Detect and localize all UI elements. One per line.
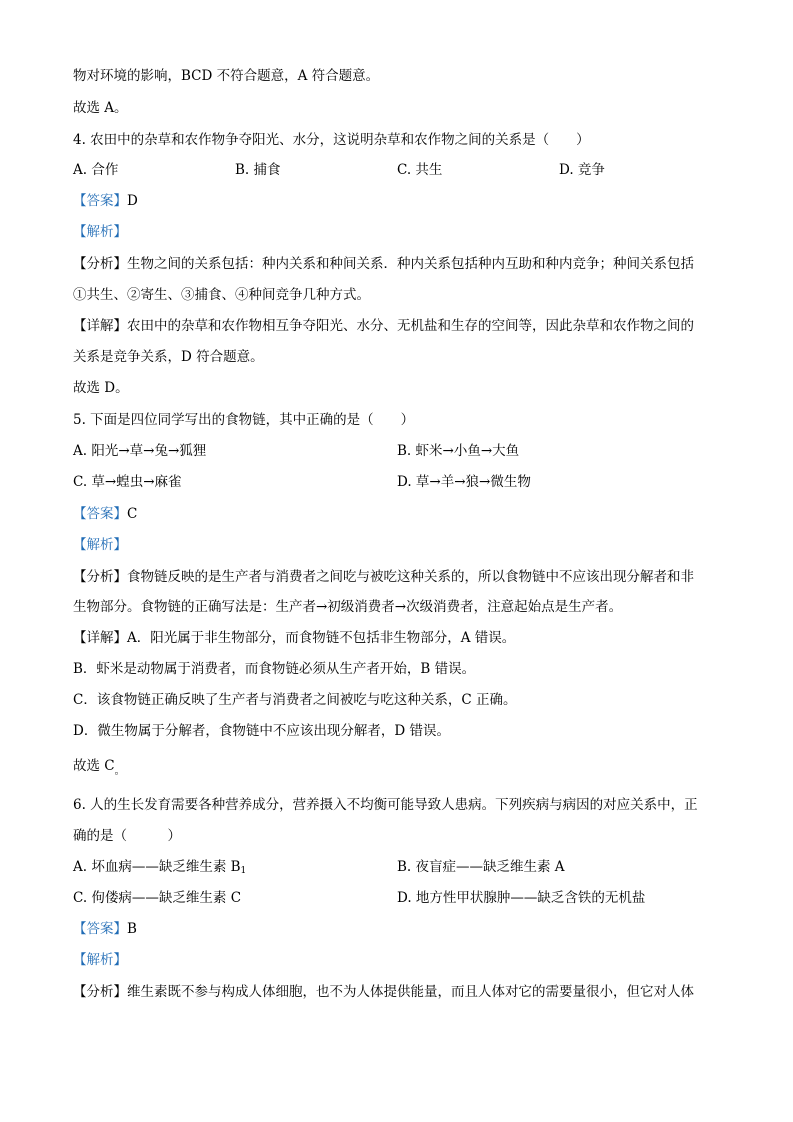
q5-analysis-tag: 【解析】 — [73, 537, 127, 553]
q4-stem: 4. 农田中的杂草和农作物争夺阳光、水分，这说明杂草和农作物之间的关系是（ ） — [73, 132, 590, 148]
intro-line-1: 物对环境的影响，BCD 不符合题意，A 符合题意。 — [73, 68, 380, 84]
q5-fenxi-line-1 — [73, 567, 694, 587]
q5-stem: 5. 下面是四位同学写出的食物链，其中正确的是（ ） — [73, 412, 415, 428]
q5-option-d: D. 草→羊→狼→微生物 — [397, 474, 531, 490]
q4-option-c: C. 共生 — [397, 162, 443, 178]
q6-answer-line — [73, 919, 137, 939]
answer-tag: 【答案】 — [73, 921, 127, 937]
answer-tag: 【答案】 — [73, 193, 127, 209]
q4-fenxi-line-2: ①共生、②寄生、③捕食、④种间竞争几种方式。 — [73, 287, 370, 303]
q4-xiangjie-line-1 — [73, 316, 694, 336]
q6-stem-line-1: 6. 人的生长发育需要各种营养成分，营养摄入不均衡可能导致人患病。下列疾病与病因的对应关系中，正 — [73, 797, 698, 813]
q6-option-a-subscript: 1 — [240, 866, 247, 876]
q6-option-b: B. 夜盲症——缺乏维生素 A — [397, 859, 565, 875]
q5-fenxi-line-2: 生物部分。食物链的正确写法是：生产者→初级消费者→次级消费者，注意起始点是生产者。 — [73, 599, 623, 615]
fenxi-tag: 【分析】 — [73, 256, 127, 272]
q4-option-b: B. 捕食 — [235, 162, 281, 178]
q6-option-c: C. 佝偻病——缺乏维生素 C — [73, 890, 242, 906]
intro-line-2: 故选 A。 — [73, 100, 128, 116]
q5-option-a: A. 阳光→草→兔→狐狸 — [73, 443, 207, 459]
q4-option-d: D. 竞争 — [559, 162, 605, 178]
q5-fenxi-text-1: 食物链反映的是生产者与消费者之间吃与被吃这种关系的，所以食物链中不应该出现分解者和非 — [127, 569, 694, 585]
q5-xiangjie-line-a — [73, 628, 515, 648]
q5-xiangjie-text-a: A．阳光属于非生物部分，而食物链不包括非生物部分，A 错误。 — [127, 630, 516, 646]
q6-option-d: D. 地方性甲状腺肿——缺乏含铁的无机盐 — [397, 890, 646, 906]
xiangjie-tag: 【详解】 — [73, 318, 127, 334]
q4-fenxi-line-1 — [73, 254, 694, 274]
q5-xiangjie-line-b: B．虾米是动物属于消费者，而食物链必须从生产者开始，B 错误。 — [73, 661, 476, 677]
q6-answer-value: B — [127, 921, 137, 937]
fenxi-tag: 【分析】 — [73, 569, 127, 585]
q4-conclusion: 故选 D。 — [73, 380, 129, 396]
fenxi-tag: 【分析】 — [73, 984, 127, 1000]
q6-fenxi-text-1: 维生素既不参与构成人体细胞，也不为人体提供能量，而且人体对它的需要量很小，但它对人体 — [127, 984, 694, 1000]
q6-option-a-text: A. 坏血病——缺乏维生素 B — [73, 859, 241, 875]
q5-conclusion-dot: 。 — [114, 766, 125, 777]
q6-option-a — [73, 857, 246, 881]
q4-answer-value: D — [127, 193, 138, 209]
q6-analysis-tag: 【解析】 — [73, 952, 127, 968]
q4-xiangjie-text-1: 农田中的杂草和农作物相互争夺阳光、水分、无机盐和生存的空间等，因此杂草和农作物之间的 — [127, 318, 694, 334]
q4-fenxi-text-1: 生物之间的关系包括：种内关系和种间关系．种内关系包括种内互助和种内竞争；种间关系包括 — [127, 256, 694, 272]
answer-tag: 【答案】 — [73, 506, 127, 522]
q5-option-b: B. 虾米→小鱼→大鱼 — [397, 443, 520, 459]
q5-conclusion — [73, 756, 125, 782]
q4-answer-line — [73, 191, 138, 211]
q4-option-a: A. 合作 — [73, 162, 119, 178]
q5-xiangjie-line-d: D．微生物属于分解者，食物链中不应该出现分解者，D 错误。 — [73, 723, 450, 739]
q5-conclusion-text: 故选 C — [73, 758, 115, 774]
q6-stem-line-2: 确的是（ ） — [73, 828, 181, 844]
q6-fenxi-line-1 — [73, 982, 694, 1002]
q5-option-c: C. 草→蝗虫→麻雀 — [73, 474, 182, 490]
q5-xiangjie-line-c: C．该食物链正确反映了生产者与消费者之间被吃与吃这种关系，C 正确。 — [73, 692, 517, 708]
q5-answer-value: C — [127, 506, 138, 522]
q4-analysis-tag: 【解析】 — [73, 224, 127, 240]
xiangjie-tag: 【详解】 — [73, 630, 127, 646]
q5-answer-line — [73, 504, 137, 524]
q4-xiangjie-line-2: 关系是竞争关系，D 符合题意。 — [73, 349, 264, 365]
